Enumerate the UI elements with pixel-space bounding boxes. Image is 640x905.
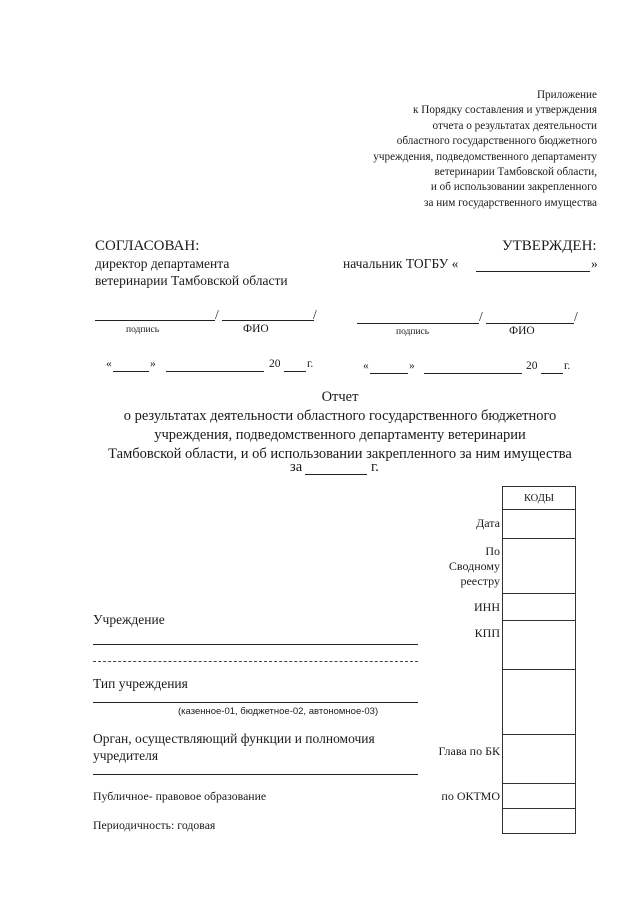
agreed-line2: ветеринарии Тамбовской области — [95, 273, 288, 288]
public-entity-label: Публичное- правовое образование — [93, 789, 267, 803]
approved-slash: / — [574, 309, 578, 324]
appendix-line: к Порядку составления и утверждения — [413, 104, 597, 117]
approved-year-line — [541, 373, 563, 374]
appendix-block — [297, 88, 597, 211]
agreed-year-prefix: 20 — [269, 358, 281, 370]
agreed-date-quote-open: « — [106, 358, 112, 370]
founder-organ-label-line1: Орган, осуществляющий функции и полномочия — [93, 731, 375, 746]
agreed-year-line — [284, 371, 306, 372]
agreed-day-line — [113, 371, 149, 372]
agreed-signature-line — [95, 320, 215, 321]
kpp-code-cell[interactable] — [503, 621, 576, 670]
approved-org-line — [476, 271, 590, 272]
agreed-line1: директор департамента — [95, 256, 230, 271]
agreed-year-suffix: г. — [307, 358, 314, 370]
glava-bk-code-cell[interactable] — [503, 735, 576, 784]
founder-organ-label-line2: учредителя — [93, 748, 159, 763]
agreed-month-line — [166, 371, 264, 372]
inn-label: ИНН — [474, 600, 500, 614]
institution-line-2[interactable] — [93, 661, 418, 662]
report-title-block — [80, 388, 600, 464]
approved-year-prefix: 20 — [526, 360, 538, 372]
kpp-label: КПП — [474, 626, 500, 640]
agreed-signature-label: подпись — [126, 325, 160, 335]
date-code-cell[interactable] — [503, 510, 576, 539]
appendix-line: ветеринарии Тамбовской области, — [434, 166, 597, 179]
approved-signature-label: подпись — [396, 327, 430, 337]
institution-type-label: Тип учреждения — [93, 676, 188, 691]
appendix-line: учреждения, подведомственного департаменту — [373, 150, 597, 163]
appendix-line: отчета о результатах деятельности — [432, 119, 597, 132]
agreed-slash: / — [313, 307, 317, 322]
periodicity-label: Периодичность: годовая — [93, 818, 216, 832]
approved-fio-line — [486, 323, 574, 324]
report-period-suffix: г. — [371, 459, 379, 475]
institution-line[interactable] — [93, 644, 418, 645]
svod-reestr-code-cell[interactable] — [503, 539, 576, 594]
agreed-date-quote-close: » — [150, 358, 156, 370]
founder-organ-line[interactable] — [93, 774, 418, 775]
agreed-fio-label: ФИО — [243, 323, 269, 335]
svod-label-line2: Сводному — [448, 559, 500, 573]
report-title-line: учреждения, подведомственного департаменту ветеринарии — [154, 427, 526, 443]
report-period-prefix: за — [290, 459, 303, 475]
agreed-fio-line — [222, 320, 314, 321]
appendix-line: Приложение — [536, 89, 597, 101]
approved-month-line — [424, 373, 522, 374]
blank-code-cell[interactable] — [503, 670, 576, 735]
approved-heading: УТВЕРЖДЕН: — [502, 238, 597, 254]
oktmo-code-cell[interactable] — [503, 784, 576, 809]
institution-type-hint: (казенное-01, бюджетное-02, автономное-03) — [178, 706, 379, 717]
approved-day-line — [370, 373, 408, 374]
approved-year-suffix: г. — [564, 360, 571, 372]
agreed-heading: СОГЛАСОВАН: — [95, 238, 200, 254]
approved-fio-label: ФИО — [509, 325, 535, 337]
appendix-line: и об использовании закрепленного — [430, 181, 597, 194]
date-label: Дата — [476, 516, 500, 530]
approved-date-quote-close: » — [409, 360, 415, 372]
appendix-line: за ним государственного имущества — [424, 196, 597, 209]
codes-header: КОДЫ — [503, 487, 576, 510]
codes-table — [502, 486, 576, 834]
report-title-line: о результатах деятельности областного государственного бюджетного — [123, 408, 557, 424]
institution-type-line[interactable] — [93, 702, 418, 703]
svod-label-line3: реестру — [460, 574, 500, 588]
period-code-cell[interactable] — [503, 809, 576, 834]
svod-label-line1: По — [485, 544, 500, 558]
report-period-line — [305, 474, 367, 475]
glava-bk-label: Глава по БК — [438, 744, 500, 758]
oktmo-label: по ОКТМО — [441, 789, 500, 803]
approved-signature-line — [357, 323, 479, 324]
appendix-line: областного государственного бюджетного — [396, 135, 597, 148]
approved-line1-close: » — [591, 256, 598, 271]
approved-line1: начальник ТОГБУ « — [343, 256, 459, 271]
approved-slash: / — [479, 309, 483, 324]
report-title-line: Тамбовской области, и об использовании закрепленного за ним имущества — [108, 446, 572, 462]
inn-code-cell[interactable] — [503, 594, 576, 621]
report-title: Отчет — [321, 389, 359, 405]
institution-label: Учреждение — [93, 612, 165, 627]
agreed-slash: / — [215, 307, 219, 322]
approved-date-quote-open: « — [363, 360, 369, 372]
